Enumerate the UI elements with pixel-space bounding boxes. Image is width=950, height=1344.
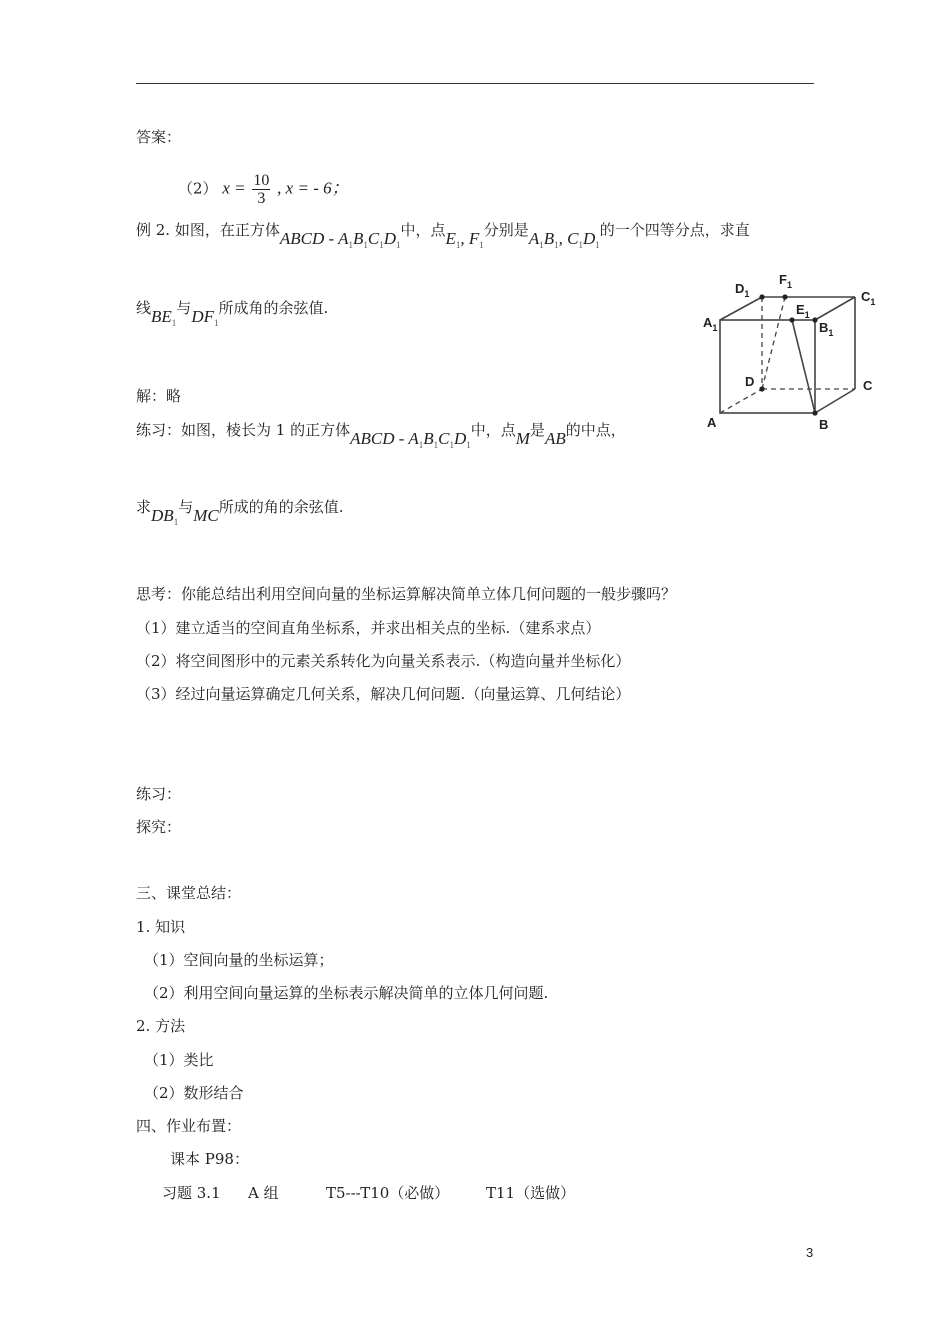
homework-optional: T11（选做） — [486, 1184, 576, 1202]
example2-and: 与 — [176, 299, 192, 317]
sub-one: 1 — [433, 440, 439, 450]
point-m: M — [515, 429, 530, 448]
summary-heading: 三、课堂总结： — [136, 884, 242, 902]
label-c1 — [861, 289, 875, 307]
label-b: B — [819, 417, 829, 432]
header-rule — [136, 83, 814, 84]
practice-tail: 的中点， — [565, 421, 626, 439]
hidden-segment-df1 — [762, 297, 785, 389]
example2-middle: 中，点 — [400, 221, 446, 239]
vertex-d1 — [759, 294, 764, 299]
practice-cube-name: ABCD - $A_1B_1C_1D_1$ — [350, 429, 471, 450]
label-a1-sub: 1 — [712, 323, 718, 333]
points-e1-f1: $E_1$, $F_1$ — [445, 229, 484, 250]
vertex-d — [759, 386, 764, 391]
label-b1-letter: B — [819, 320, 829, 335]
sub-one: 1 — [578, 240, 583, 250]
sub-one: 1 — [479, 240, 484, 250]
method-heading: 2. 方法 — [136, 1017, 186, 1035]
line-be1: $BE_1$ — [151, 307, 177, 328]
sub-one: 1 — [171, 318, 177, 328]
label-e1-sub: 1 — [804, 310, 810, 320]
edge-bc — [815, 389, 855, 413]
sub-one: 1 — [418, 440, 424, 450]
sub-one: 1 — [348, 240, 353, 250]
sub-one: 1 — [213, 318, 219, 328]
method-item-2: （2）数形结合 — [144, 1084, 244, 1102]
label-c1-sub: 1 — [870, 297, 876, 307]
sub-one: 1 — [173, 517, 179, 527]
practice-intro: 练习：如图，棱长为 1 的正方体 — [136, 421, 351, 439]
answer-rest: , x = - 6； — [277, 178, 349, 198]
thinking-question: 思考：你能总结出利用空间向量的坐标运算解决简单立体几何问题的一般步骤吗？ — [136, 585, 677, 603]
edge-a1d1 — [720, 297, 762, 320]
thinking-step-2: （2）将空间图形中的元素关系转化为向量关系表示.（构造向量并坐标化） — [136, 652, 631, 670]
example2-line2-start: 线 — [136, 299, 152, 317]
cube-figure — [695, 265, 895, 440]
homework-heading: 四、作业布置： — [136, 1117, 242, 1135]
example2-solution: 解：略 — [136, 387, 182, 405]
thinking-step-3: （3）经过向量运算确定几何关系，解决几何问题.（向量运算、几何结论） — [136, 685, 631, 703]
knowledge-heading: 1. 知识 — [136, 918, 186, 936]
answer-fraction — [252, 172, 270, 207]
example2-line2 — [136, 298, 329, 328]
vertex-e1 — [789, 317, 794, 322]
label-d1-letter: D — [735, 281, 745, 296]
label-f1-sub: 1 — [786, 280, 792, 290]
example2-question: 所成角的余弦值. — [218, 299, 329, 317]
segments-a1b1-c1d1: $A_1B_1$, $C_1D_1$ — [528, 229, 600, 250]
label-c: C — [863, 378, 873, 393]
knowledge-item-2: （2）利用空间向量运算的坐标表示解决简单的立体几何问题. — [144, 984, 549, 1002]
hidden-edge-ad — [720, 389, 762, 413]
segment-be1 — [792, 320, 815, 413]
sub-one: 1 — [363, 240, 368, 250]
homework-group: A 组 — [248, 1184, 279, 1202]
practice-question: 所成的角的余弦值. — [218, 498, 344, 516]
label-c1-letter: C — [861, 289, 871, 304]
line-df1: $DF_1$ — [191, 307, 219, 328]
label-a1-letter: A — [703, 315, 713, 330]
example2-cube-name: ABCD - $A_1B_1C_1D_1$ — [279, 229, 401, 250]
knowledge-item-1: （1）空间向量的坐标运算； — [144, 951, 334, 969]
sub-one: 1 — [379, 240, 384, 250]
label-a: A — [707, 415, 717, 430]
fraction-denominator: 3 — [257, 190, 266, 207]
label-f1 — [779, 272, 792, 290]
label-e1 — [796, 302, 810, 320]
practice-line2 — [136, 497, 344, 527]
front-face — [720, 320, 815, 413]
vertex-f1 — [782, 294, 787, 299]
sub-one: 1 — [554, 240, 559, 250]
cube-name-part: ABCD - A — [279, 229, 349, 248]
sub-one: 1 — [466, 440, 471, 450]
practice-line1 — [136, 420, 626, 450]
sub-one: 1 — [396, 240, 401, 250]
example2-intro: 例 2. 如图，在正方体 — [136, 221, 280, 239]
line-db1: $DB_1$ — [151, 506, 179, 527]
label-a1 — [703, 315, 717, 333]
answer-x-lhs: x = — [222, 178, 246, 198]
fraction-numerator: 10 — [253, 172, 270, 189]
label-b1 — [819, 320, 833, 338]
practice2-label: 练习： — [136, 785, 182, 803]
practice-middle: 中，点 — [470, 421, 516, 439]
homework-book: 课本 P98： — [170, 1150, 249, 1168]
sub-one: 1 — [449, 440, 454, 450]
practice-is: 是 — [529, 421, 545, 439]
practice-line2-start: 求 — [136, 498, 152, 516]
label-b1-sub: 1 — [828, 328, 834, 338]
line-mc: MC — [193, 506, 219, 525]
vertex-b1 — [812, 317, 817, 322]
label-e1-letter: E — [796, 302, 805, 317]
homework-exercise: 习题 3.1 — [162, 1184, 221, 1202]
practice-and: 与 — [178, 498, 194, 516]
answer-item-2 — [178, 172, 349, 207]
method-item-1: （1）类比 — [144, 1051, 214, 1069]
vertex-b — [812, 410, 817, 415]
label-d: D — [745, 374, 755, 389]
homework-required: T5---T10（必做） — [326, 1184, 450, 1202]
example2-line1 — [136, 220, 750, 250]
answer-label: 答案： — [136, 128, 182, 146]
segment-ab: AB — [544, 429, 566, 448]
explore-label: 探究： — [136, 818, 182, 836]
thinking-step-1: （1）建立适当的空间直角坐标系，并求出相关点的坐标.（建系求点） — [136, 619, 601, 637]
page-number: 3 — [806, 1245, 814, 1260]
label-d1 — [735, 281, 749, 299]
sub-one: 1 — [455, 240, 461, 250]
example2-respectively: 分别是 — [483, 221, 529, 239]
label-f1-letter: F — [779, 272, 787, 287]
sub-one: 1 — [595, 240, 600, 250]
sub-one: 1 — [539, 240, 544, 250]
answer-item-number: （2） — [178, 179, 218, 198]
label-d1-sub: 1 — [744, 289, 750, 299]
edge-b1c1 — [815, 297, 855, 320]
example2-tail: 的一个四等分点，求直 — [599, 221, 750, 239]
